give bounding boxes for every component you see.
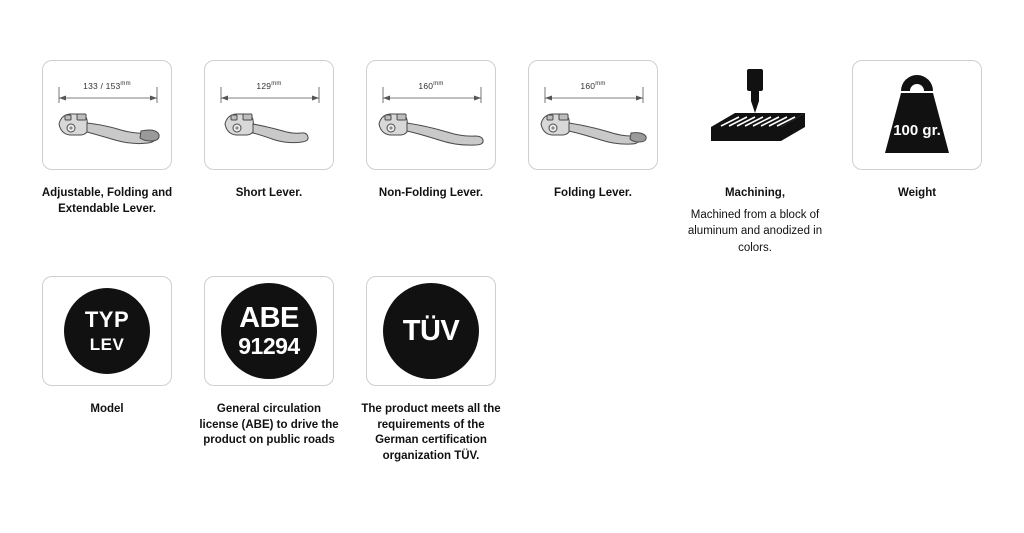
spec-item-weight: [852, 60, 982, 202]
spec-item-adjustable-folding-extendable-lever: [42, 60, 172, 217]
model-badge-line1: TYP: [84, 307, 130, 332]
weight-tile: [852, 60, 982, 170]
spec-row-certifications: [42, 276, 528, 464]
dimension-label: $129^{mm}$: [256, 81, 282, 91]
spec-caption: General circulation license (ABE) to drive the product on public roads: [199, 403, 339, 447]
dimension-label: $160^{mm}$: [580, 81, 606, 91]
model-badge-line2: LEV: [89, 335, 125, 354]
dimension-label: $160^{mm}$: [418, 81, 444, 91]
spec-caption: Machining,: [724, 187, 786, 199]
spec-caption: Non-Folding Lever.: [378, 187, 484, 199]
lever-folding-icon: [535, 104, 651, 150]
spec-subcaption: Machined from a block of aluminum and anodized in colors.: [687, 208, 823, 254]
tuv-badge-line1: TÜV: [402, 314, 460, 347]
lever-non-folding-tile: [366, 60, 496, 170]
dimension-line: [57, 83, 157, 105]
spec-caption: Folding Lever.: [554, 187, 632, 199]
model-badge-tile: [42, 276, 172, 386]
lever-folding-tile: [528, 60, 658, 170]
lever-short-icon: [211, 104, 327, 150]
dimension-line: [219, 83, 319, 105]
abe-badge-tile: [204, 276, 334, 386]
cnc-machining-icon: [701, 65, 809, 165]
spec-caption: Short Lever.: [235, 187, 303, 199]
model-badge-icon: [64, 288, 150, 374]
abe-badge-line1: ABE: [239, 302, 299, 334]
spec-item-tuv-certification: [361, 276, 501, 464]
spec-item-model: [42, 276, 172, 418]
dimension-label: $133 / 153^{mm}$: [83, 81, 131, 91]
abe-badge-icon: [221, 283, 317, 379]
tuv-badge-icon: [383, 283, 479, 379]
lever-adjustable-tile: [42, 60, 172, 170]
spec-item-non-folding-lever: [366, 60, 496, 202]
spec-item-machining: [687, 60, 823, 257]
spec-caption: The product meets all the requirements of the German certification organization TÜV.: [361, 403, 501, 462]
dimension-line: [543, 83, 643, 105]
spec-caption: Weight: [897, 187, 937, 199]
abe-badge-line2: 91294: [238, 333, 300, 359]
tuv-badge-tile: [366, 276, 496, 386]
lever-non-folding-icon: [373, 104, 489, 150]
weight-badge-text: 100 gr.: [893, 122, 941, 139]
spec-item-short-lever: [204, 60, 334, 202]
lever-adjustable-icon: [49, 104, 165, 150]
spec-item-folding-lever: [528, 60, 658, 202]
lever-short-tile: [204, 60, 334, 170]
dimension-line: [381, 83, 481, 105]
spec-caption: Model: [90, 403, 124, 415]
spec-caption: Adjustable, Folding and Extendable Lever.: [41, 187, 173, 215]
spec-item-abe-license: [199, 276, 339, 449]
weight-icon: [865, 69, 969, 161]
machining-tile: [690, 60, 820, 170]
spec-row-primary: [42, 60, 1014, 257]
